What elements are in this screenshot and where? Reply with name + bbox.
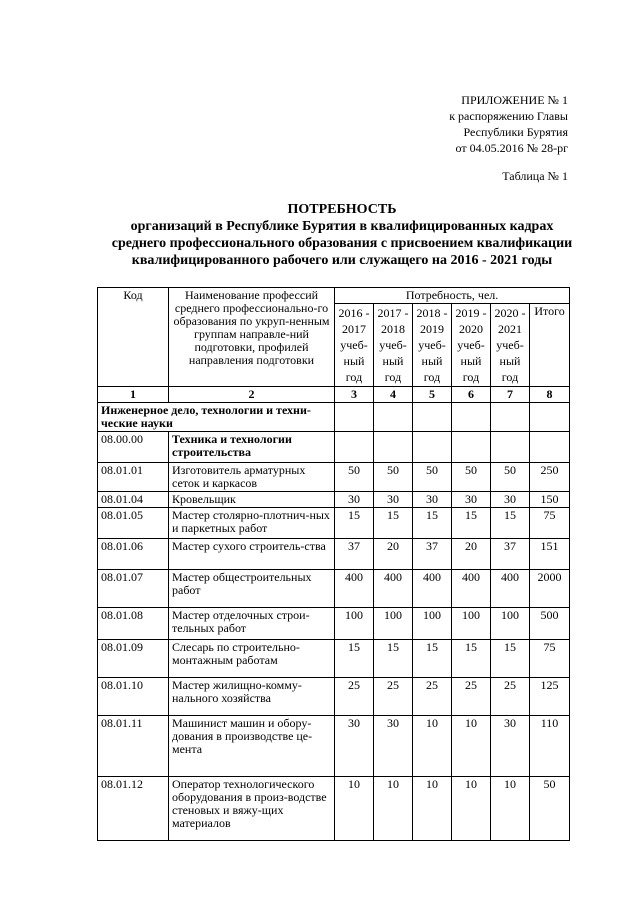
header-year: 2020 - 2021 учеб-ный год (491, 304, 530, 387)
profession-code: 08.01.05 (98, 508, 169, 539)
appendix-date: от 04.05.2016 № 28-рг (455, 141, 568, 155)
year-value: 30 (335, 716, 374, 777)
profession-name: Мастер общестроительных работ (169, 570, 335, 608)
year-value: 15 (413, 508, 452, 539)
year-value: 10 (452, 777, 491, 841)
year-value: 30 (491, 492, 530, 508)
table-row (98, 716, 570, 777)
empty-cell (491, 403, 530, 432)
appendix-republic: Республики Бурятия (463, 125, 568, 139)
profession-code: 08.01.08 (98, 608, 169, 640)
group-name: Техника и технологии строительства (169, 432, 335, 463)
profession-code: 08.01.01 (98, 463, 169, 492)
table-row (98, 508, 570, 539)
heading-line-2: организаций в Республике Бурятия в квалифицированных кадрах (130, 219, 554, 234)
profession-name: Мастер столярно-плотнич-ных и паркетных работ (169, 508, 335, 539)
profession-code: 08.01.11 (98, 716, 169, 777)
year-value: 50 (452, 463, 491, 492)
table-row (98, 570, 570, 608)
year-value: 37 (413, 539, 452, 570)
row-total: 2000 (530, 570, 570, 608)
year-value: 100 (491, 608, 530, 640)
year-value: 15 (335, 508, 374, 539)
year-value: 400 (452, 570, 491, 608)
year-value: 15 (452, 640, 491, 678)
year-value: 10 (491, 777, 530, 841)
empty-cell (374, 403, 413, 432)
year-value: 100 (452, 608, 491, 640)
row-total: 75 (530, 508, 570, 539)
profession-code: 08.01.10 (98, 678, 169, 716)
year-value: 400 (374, 570, 413, 608)
section-title: Инженерное дело, технологии и техни-ческие науки (98, 403, 335, 432)
year-value: 30 (491, 716, 530, 777)
year-value: 10 (413, 777, 452, 841)
profession-name: Слесарь по строительно-монтажным работам (169, 640, 335, 678)
profession-code: 08.01.04 (98, 492, 169, 508)
appendix-order-ref: к распоряжению Главы (449, 109, 568, 123)
profession-name: Мастер отделочных строи-тельных работ (169, 608, 335, 640)
year-value: 20 (374, 539, 413, 570)
profession-name: Мастер жилищно-комму-нального хозяйства (169, 678, 335, 716)
profession-name: Изготовитель арматурных сеток и каркасов (169, 463, 335, 492)
row-total: 110 (530, 716, 570, 777)
appendix-block (449, 92, 568, 156)
group-code: 08.00.00 (98, 432, 169, 463)
row-total: 125 (530, 678, 570, 716)
demand-table (97, 287, 570, 841)
table-row (98, 539, 570, 570)
table-row (98, 608, 570, 640)
row-total: 75 (530, 640, 570, 678)
table-number: Таблица № 1 (502, 169, 568, 183)
profession-code: 08.01.06 (98, 539, 169, 570)
year-value: 25 (374, 678, 413, 716)
empty-cell (530, 403, 570, 432)
header-name: Наименование профессий среднего профессионально-го образования по укруп-ненным группам направле-ний подготовки, профилей направления подготовки (169, 288, 335, 387)
row-total: 150 (530, 492, 570, 508)
year-value: 25 (413, 678, 452, 716)
row-total: 50 (530, 777, 570, 841)
column-number: 7 (491, 387, 530, 403)
year-value: 400 (413, 570, 452, 608)
year-value: 15 (491, 640, 530, 678)
header-year: 2017 - 2018 учеб-ный год (374, 304, 413, 387)
empty-cell (374, 432, 413, 463)
year-value: 50 (335, 463, 374, 492)
year-value: 25 (452, 678, 491, 716)
heading-line-4: квалифицированного рабочего или служащего на 2016 - 2021 годы (131, 253, 553, 268)
year-value: 30 (374, 492, 413, 508)
table-row (98, 492, 570, 508)
column-number-row (98, 387, 570, 403)
year-value: 10 (335, 777, 374, 841)
header-need: Потребность, чел. (335, 288, 570, 304)
year-value: 15 (491, 508, 530, 539)
header-year: 2019 - 2020 учеб-ный год (452, 304, 491, 387)
year-value: 30 (374, 716, 413, 777)
column-number: 5 (413, 387, 452, 403)
year-value: 25 (335, 678, 374, 716)
column-number: 6 (452, 387, 491, 403)
column-number: 1 (98, 387, 169, 403)
table-row (98, 463, 570, 492)
column-number: 4 (374, 387, 413, 403)
header-code: Код (98, 288, 169, 387)
year-value: 37 (335, 539, 374, 570)
year-value: 400 (491, 570, 530, 608)
column-number: 8 (530, 387, 570, 403)
appendix-title: ПРИЛОЖЕНИЕ № 1 (461, 93, 568, 107)
year-value: 50 (491, 463, 530, 492)
year-value: 15 (452, 508, 491, 539)
year-value: 15 (374, 508, 413, 539)
profession-name: Оператор технологического оборудования в произ-водстве стеновых и вяжу-щих материалов (169, 777, 335, 841)
header-year: 2018 - 2019 учеб-ный год (413, 304, 452, 387)
year-value: 400 (335, 570, 374, 608)
group-row (98, 432, 570, 463)
empty-cell (413, 403, 452, 432)
document-heading (80, 201, 604, 269)
year-value: 15 (374, 640, 413, 678)
empty-cell (452, 432, 491, 463)
year-value: 15 (413, 640, 452, 678)
header-row (98, 288, 570, 304)
year-value: 20 (452, 539, 491, 570)
empty-cell (530, 432, 570, 463)
year-value: 37 (491, 539, 530, 570)
column-number: 3 (335, 387, 374, 403)
row-total: 250 (530, 463, 570, 492)
year-value: 100 (335, 608, 374, 640)
year-value: 100 (374, 608, 413, 640)
profession-code: 08.01.09 (98, 640, 169, 678)
profession-name: Мастер сухого строитель-ства (169, 539, 335, 570)
year-value: 15 (335, 640, 374, 678)
profession-code: 08.01.07 (98, 570, 169, 608)
empty-cell (335, 432, 374, 463)
year-value: 100 (413, 608, 452, 640)
empty-cell (452, 403, 491, 432)
year-value: 10 (413, 716, 452, 777)
year-value: 30 (452, 492, 491, 508)
year-value: 50 (374, 463, 413, 492)
year-value: 30 (335, 492, 374, 508)
empty-cell (491, 432, 530, 463)
table-row (98, 777, 570, 841)
year-value: 10 (374, 777, 413, 841)
profession-code: 08.01.12 (98, 777, 169, 841)
heading-line-1: ПОТРЕБНОСТЬ (287, 202, 397, 217)
profession-name: Машинист машин и обору-дования в производстве це-мента (169, 716, 335, 777)
year-value: 50 (413, 463, 452, 492)
empty-cell (335, 403, 374, 432)
header-total: Итого (530, 304, 570, 387)
table-row (98, 640, 570, 678)
table-row (98, 678, 570, 716)
row-total: 151 (530, 539, 570, 570)
heading-line-3: среднего профессионального образования с присвоением квалификации (111, 236, 573, 251)
header-year: 2016 - 2017 учеб-ный год (335, 304, 374, 387)
profession-name: Кровельщик (169, 492, 335, 508)
column-number: 2 (169, 387, 335, 403)
year-value: 30 (413, 492, 452, 508)
year-value: 25 (491, 678, 530, 716)
section-row (98, 403, 570, 432)
row-total: 500 (530, 608, 570, 640)
year-value: 10 (452, 716, 491, 777)
empty-cell (413, 432, 452, 463)
